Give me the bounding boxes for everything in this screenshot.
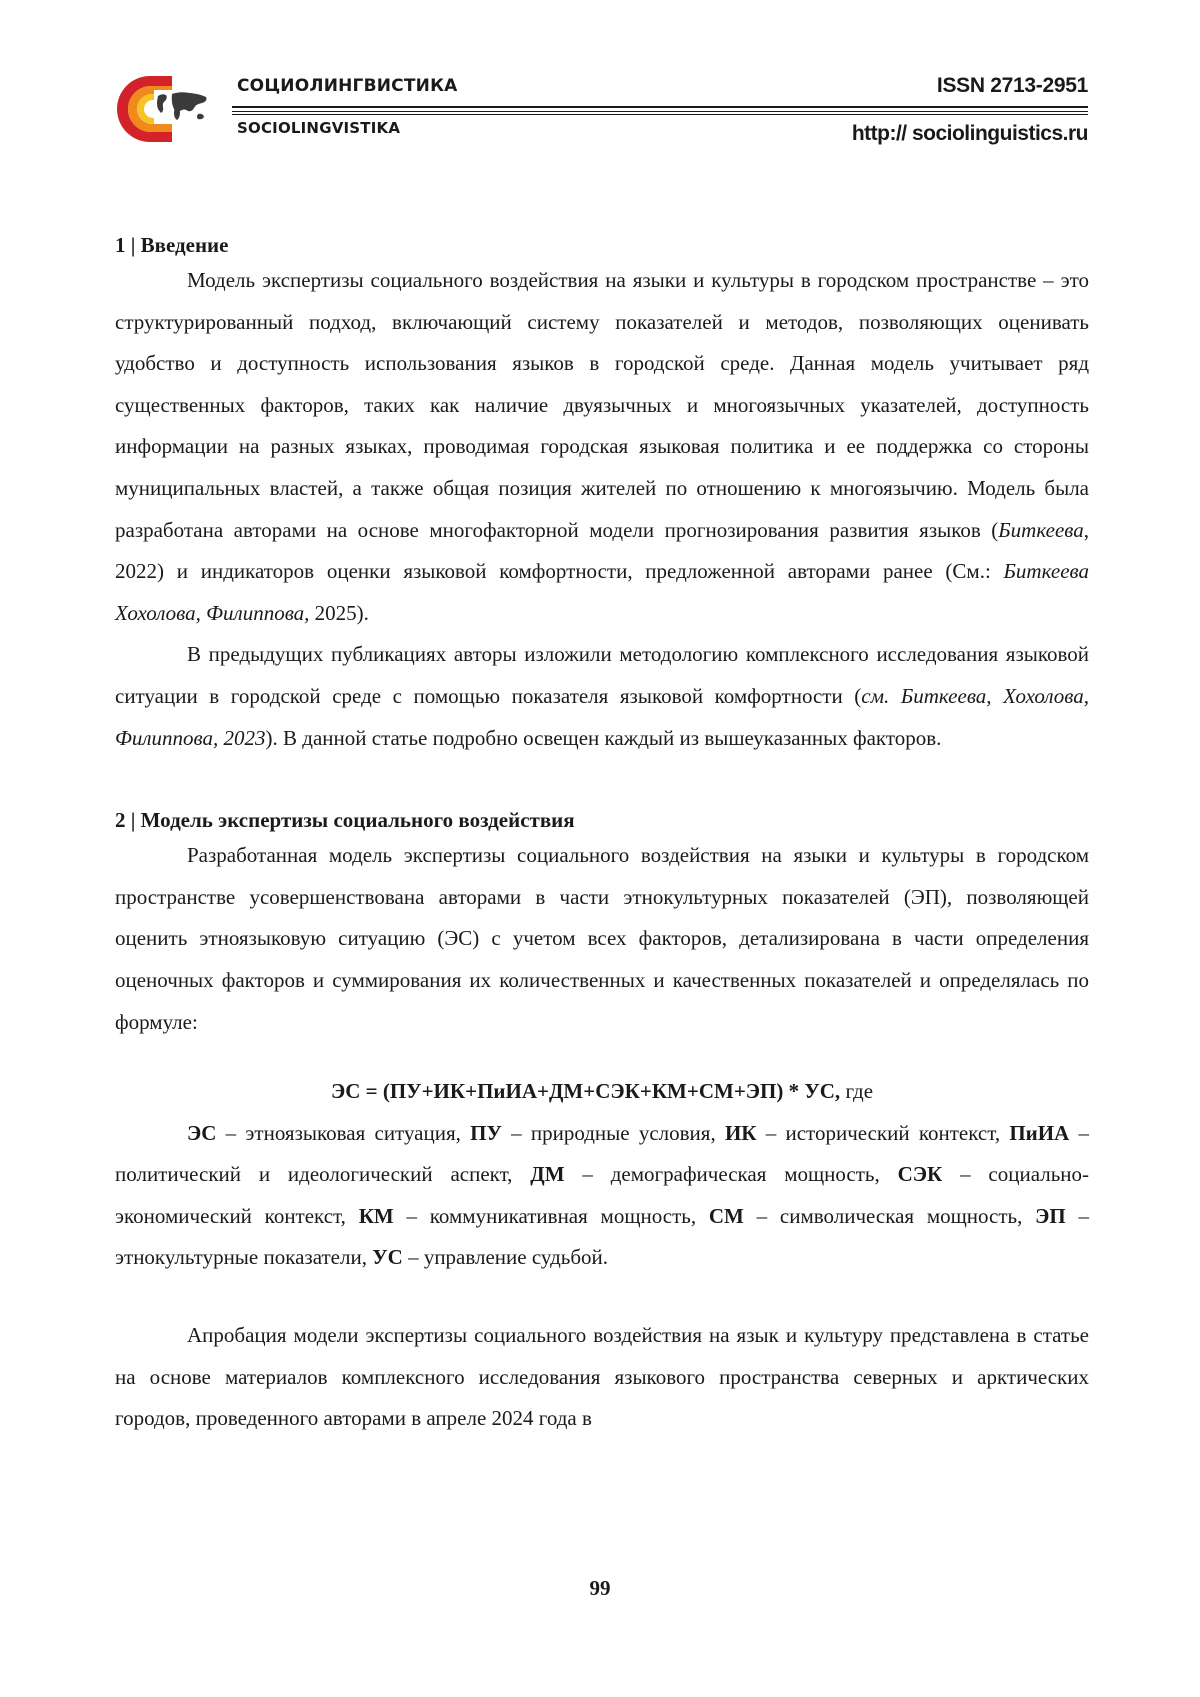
header-rule-thin-2: [232, 114, 1088, 115]
section-heading-model: 2 | Модель экспертизы социального воздействия: [115, 808, 575, 833]
paragraph-gap: [115, 1279, 1089, 1315]
section-gap: [115, 759, 1089, 805]
page-header: [0, 0, 1200, 160]
header-rule-thick: [232, 106, 1088, 108]
page-number: 99: [589, 1576, 611, 1600]
journal-logo: [114, 72, 214, 146]
world-map-icon: [154, 90, 210, 124]
model-paragraph-1: Разработанная модель экспертизы социального воздействия на языки и культуры в городском пространстве усовершенствована авторами в части этнокультурных показателей (ЭП), позволяющей оценить этноязыковую ситуацию (ЭС) с учетом всех факторов, детализирована в части определения оценочных факторов и суммирования их количественных и качественных показателей и определялась по формуле:: [115, 843, 1089, 1034]
model-paragraph-2: Апробация модели экспертизы социального воздействия на язык и культуру представлена в статье на основе материалов комплексного исследования языкового пространства северных и арктических городов, проведенного авторами в апреле 2024 года в: [115, 1323, 1089, 1431]
citation: см. Биткеева, Хохолова, Филиппова, 2023: [115, 683, 1090, 750]
journal-title-ru: СОЦИОЛИНГВИСТИКА: [237, 76, 458, 96]
intro-paragraph-2: В предыдущих публикациях авторы изложили методологию комплексного исследования языковой ситуации в городской среде с помощью показателя языковой комфортности (см. Биткеева, Хохолова, Филиппова, 2023). В данной статье подробно освещен каждый из вышеуказанных факторов.: [115, 642, 1090, 750]
formula: ЭС = (ПУ+ИК+ПиИА+ДМ+СЭК+КМ+СМ+ЭП) * УС, где: [330, 1079, 874, 1104]
journal-url[interactable]: http:// sociolinguistics.ru: [851, 122, 1088, 145]
issn-number: ISSN 2713-2951: [936, 74, 1088, 97]
article-body: [115, 230, 1089, 1440]
citation: Биткеева Хохолова, Филиппова,: [115, 559, 1089, 625]
formula-expression: ЭС = (ПУ+ИК+ПиИА+ДМ+СЭК+КМ+СМ+ЭП) * УС,: [330, 1079, 841, 1104]
formula-legend: ЭС – этноязыковая ситуация, ПУ – природные условия, ИК – исторический контекст, ПиИА – политический и идеологический аспект, ДМ – демографическая мощность, СЭК – социально-экономический контекст, КМ – коммуникативная мощность, СМ – символическая мощность, ЭП – этнокультурные показатели, УС – управление судьбой.: [115, 1120, 1090, 1270]
citation: Биткеева: [998, 517, 1084, 542]
section-heading-introduction: 1 | Введение: [115, 233, 229, 257]
intro-paragraph-1: Модель экспертизы социального воздействия на языки и культуры в городском пространстве – это структурированный подход, включающий систему показателей и методов, позволяющих оценивать удобство и доступность использования языков в городской среде. Данная модель учитывает ряд существенных факторов, таких как наличие двуязычных и многоязычных указателей, доступность информации на разных языках, проводимая городская языковая политика и ее поддержка со стороны муниципальных властей, а также общая позиция жителей по отношению к многоязычию. Модель была разработана авторами на основе многофакторной модели прогнозирования развития языков (Биткеева, 2022) и индикаторов оценки языковой комфортности, предложенной авторами ранее (См.: Биткеева Хохолова, Филиппова, 2025).: [115, 268, 1089, 625]
header-rule-thin: [232, 111, 1088, 112]
journal-title-en: SOCIOLINGVISTIKA: [237, 119, 401, 137]
